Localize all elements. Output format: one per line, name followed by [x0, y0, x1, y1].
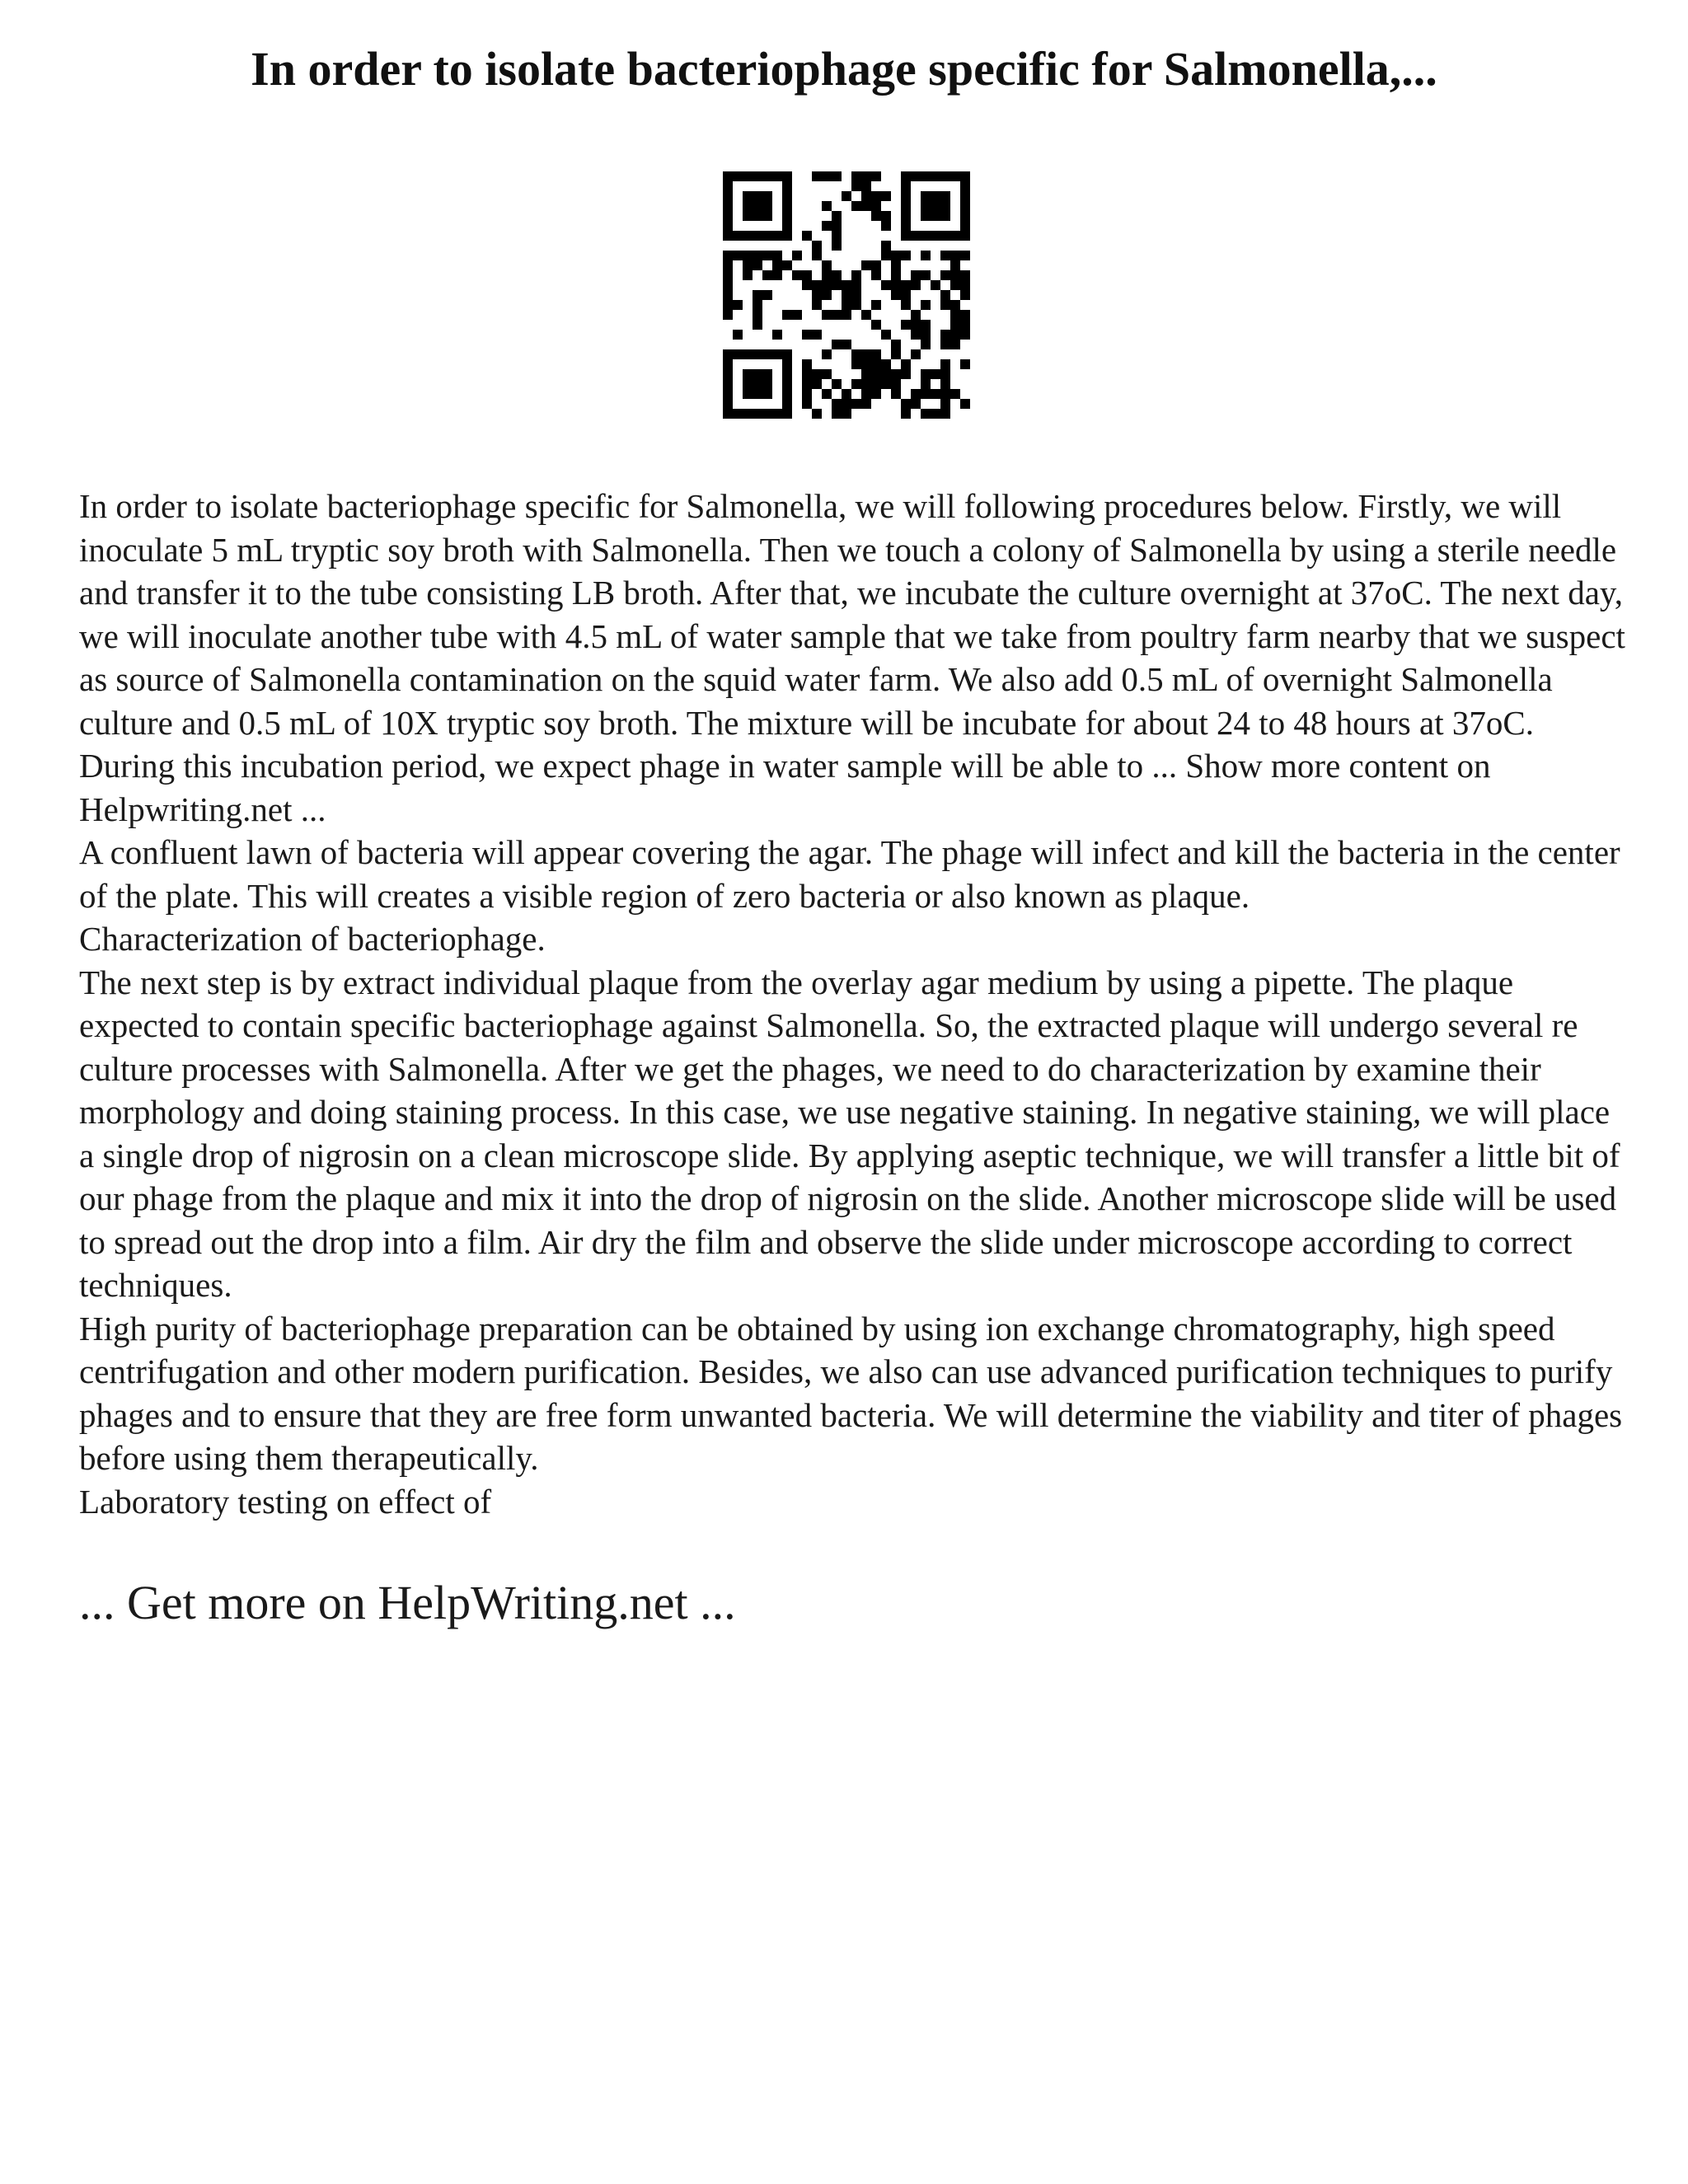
paragraph-confluent-lawn: A confluent lawn of bacteria will appear covering the agar. The phage will infect and kill the bacteria in the center of the plate. This will creates a visible region of zero bacteria or also known as plaque.	[79, 833, 1620, 915]
paragraph-isolation: In order to isolate bacteriophage specific for Salmonella, we will following procedures below. Firstly, we will inoculate 5 mL tryptic soy broth with Salmonella. Then we touch a colony of Salmonella by using a sterile needle and transfer it to the tube consisting LB broth. After that, we incubate the culture overnight at 37oC. The next day, we will inoculate another tube with 4.5 mL of water sample that we take from poultry farm nearby that we suspect as source of Salmonella contamination on the squid water farm. We also add 0.5 mL of overnight Salmonella culture and 0.5 mL of 10X tryptic soy broth. The mixture will be incubate for about 24 to 48 hours at 37oC. During this incubation period, we expect phage in water sample will be able to ... Show more content on Helpwriting.net ...	[79, 487, 1625, 828]
paragraph-laboratory-testing: Laboratory testing on effect of	[79, 1482, 492, 1521]
paragraph-purification: High purity of bacteriophage preparation can be obtained by using ion exchange chromatography, high speed centrifugation and other modern purification. Besides, we also can use advanced purification techniques to purify phages and to ensure that they are free form unwanted bacteria. We will determine the viability and titer of phages before using them therapeutically.	[79, 1309, 1623, 1477]
paragraph-characterization: The next step is by extract individual plaque from the overlay agar medium by using a pipette. The plaque expected to contain specific bacteriophage against Salmonella. So, the extracted plaque will undergo several re culture processes with Salmonella. After we get the phages, we need to do characterization by examine their morphology and doing staining process. In this case, we use negative staining. In negative staining, we will place a single drop of nigrosin on a clean microscope slide. By applying aseptic technique, we will transfer a little bit of our phage from the plaque and mix it into the drop of nigrosin on the slide. Another microscope slide will be used to spread out the drop into a film. Air dry the film and observe the slide under microscope according to correct techniques.	[79, 963, 1620, 1304]
qr-code-icon	[723, 171, 970, 419]
article-body	[79, 485, 1629, 1523]
page-title: In order to isolate bacteriophage specific for Salmonella,...	[251, 42, 1437, 96]
section-heading-characterization: Characterization of bacteriophage.	[79, 920, 546, 958]
get-more-link[interactable]: ... Get more on HelpWriting.net ...	[79, 1576, 736, 1629]
